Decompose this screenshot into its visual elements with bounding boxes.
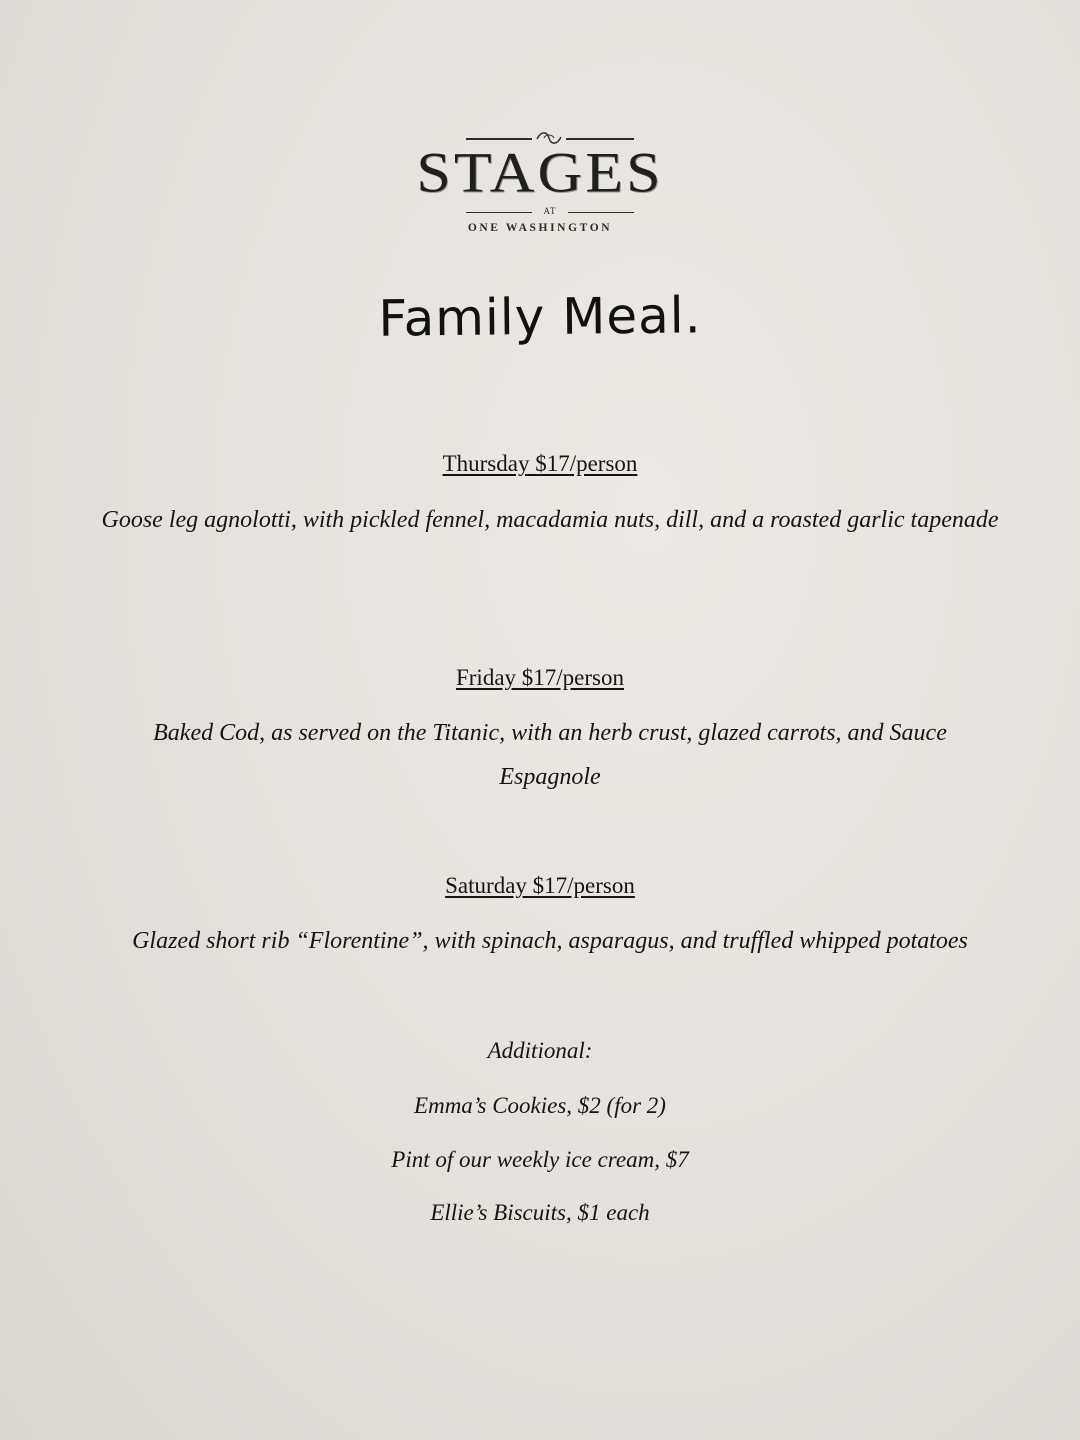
logo-wordmark: STAGES: [416, 141, 664, 205]
menu-dish-thursday: Goose leg agnolotti, with pickled fennel, macadamia nuts, dill, and a roasted garlic tapenade: [101, 507, 999, 533]
day-label: Friday $17/person: [455, 665, 624, 690]
logo-at: AT: [543, 206, 557, 216]
day-label: Thursday $17/person: [442, 451, 638, 476]
logo-top-rule-right: [566, 138, 634, 140]
additional-item: Ellie’s Biscuits, $1 each: [430, 1200, 650, 1225]
day-label: Saturday $17/person: [445, 873, 635, 898]
logo-top-rule-left: [466, 138, 532, 140]
page-title: Family Meal.: [378, 286, 702, 348]
menu-dish-saturday: Glazed short rib “Florentine”, with spinach, asparagus, and truffled whipped potatoes: [132, 928, 968, 954]
additional-label: Additional:: [487, 1038, 593, 1063]
additional-item: Pint of our weekly ice cream, $7: [391, 1147, 689, 1172]
logo-bottom-rule-right: [568, 212, 634, 213]
menu-day-saturday: [0, 873, 1080, 899]
additional-item: Emma’s Cookies, $2 (for 2): [414, 1093, 666, 1118]
menu-day-thursday: [0, 451, 1080, 477]
logo-bottom-rule-left: [466, 212, 532, 213]
menu-day-friday: [0, 665, 1080, 691]
restaurant-logo: [0, 132, 1080, 242]
menu-dish-friday: Baked Cod, as served on the Titanic, with an herb crust, glazed carrots, and Sauce Espagnole: [153, 720, 947, 790]
logo-location: ONE WASHINGTON: [467, 222, 613, 234]
